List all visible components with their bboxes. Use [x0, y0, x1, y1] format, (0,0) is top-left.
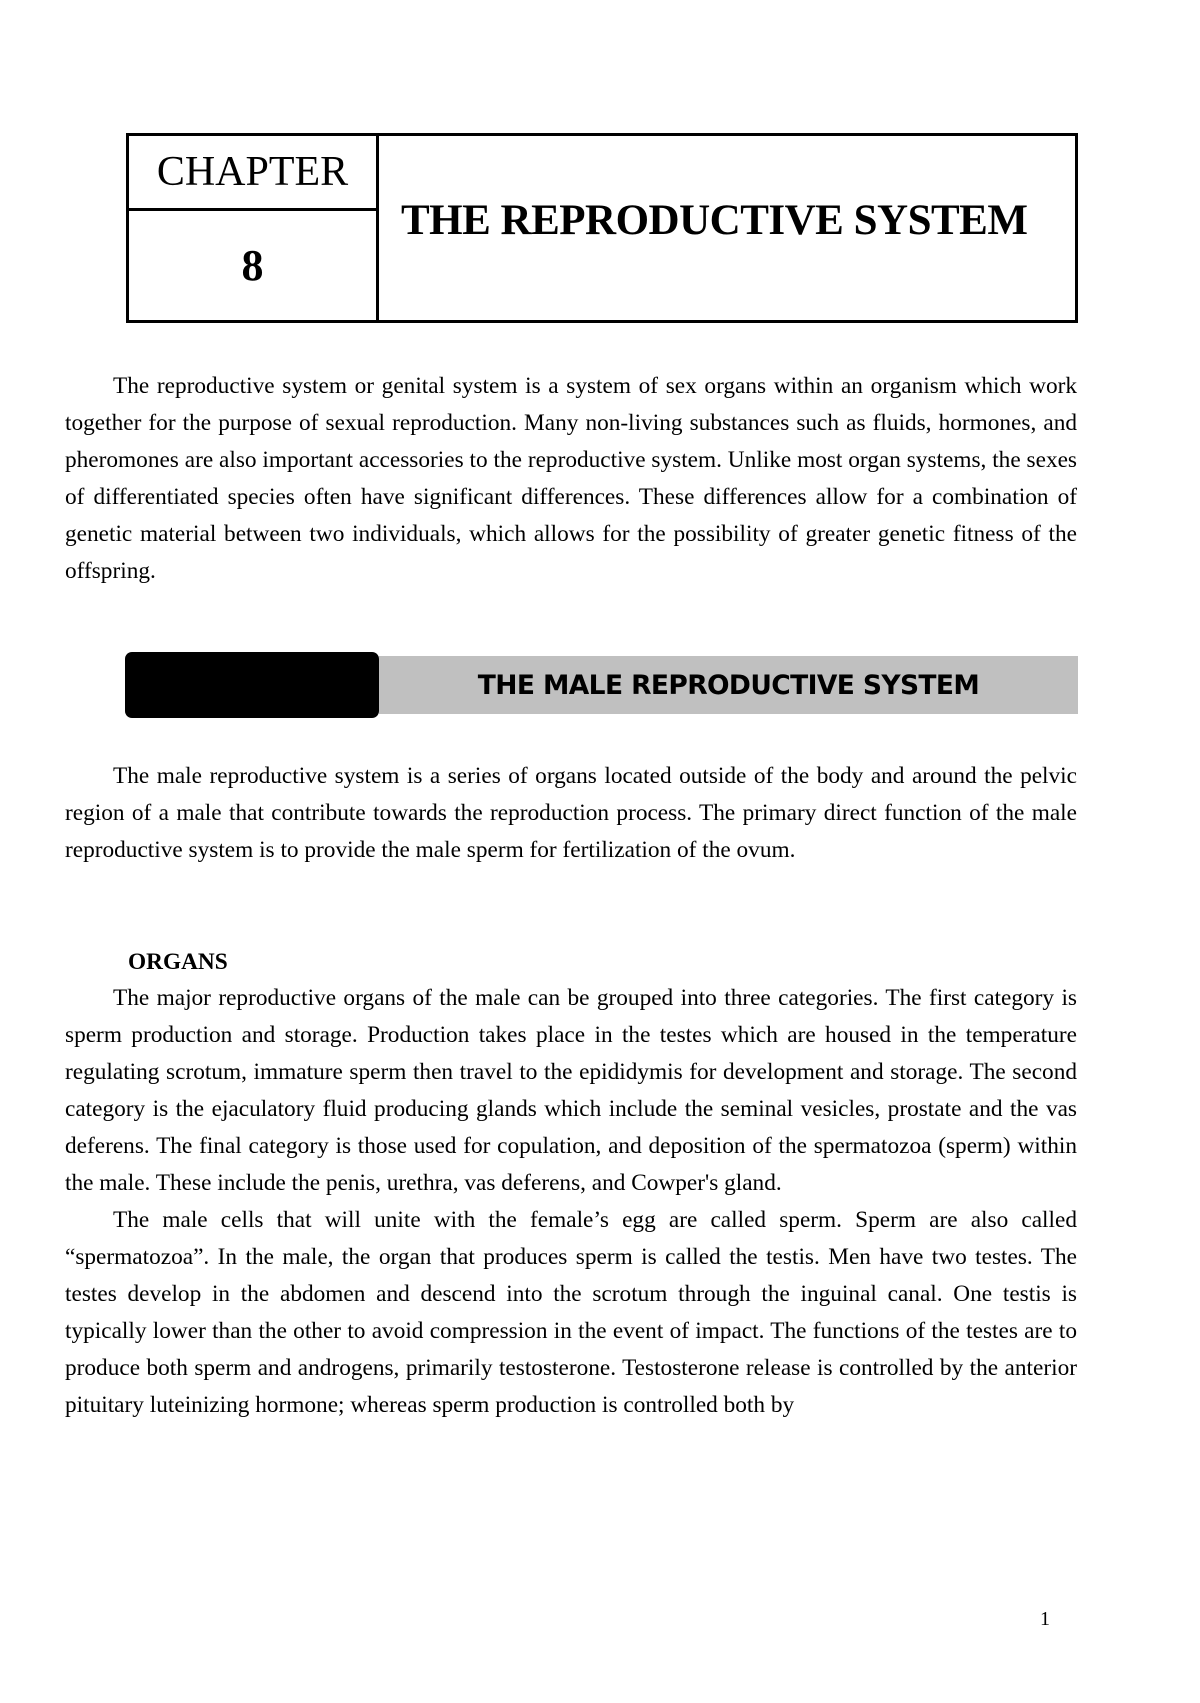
chapter-label-column: [129, 136, 379, 320]
chapter-title: THE REPRODUCTIVE SYSTEM: [401, 196, 1028, 244]
sperm-paragraph: The male cells that will unite with the female’s egg are called sperm. Sperm are also called “spermatozoa”. In the male, the organ that produces sperm is called the testis. Men have two testes. The testes develop in the abdomen and descend into the scrotum through the inguinal canal. One testis is typically lower than the other to avoid compression in the event of impact. The functions of the testes are to produce both sperm and androgens, primarily testosterone. Testosterone release is controlled by the anterior pituitary luteinizing hormone; whereas sperm production is controlled both by: [65, 1207, 1077, 1418]
chapter-header: [126, 133, 1078, 323]
banner-title: THE MALE REPRODUCTIVE SYSTEM: [379, 656, 1078, 714]
banner-black-block: [125, 652, 379, 718]
male-system-paragraph: The male reproductive system is a series of organs located outside of the body and around the pelvic region of a male that contribute towards the reproduction process. The primary direct function of the male reproductive system is to provide the male sperm for fertilization of the ovum.: [65, 763, 1077, 863]
intro-paragraph: The reproductive system or genital system is a system of sex organs within an organism which work together for the purpose of sexual reproduction. Many non-living substances such as fluids, hormones, and pheromones are also important accessories to the reproductive system. Unlike most organ systems, the sexes of differentiated species often have significant differences. These differences allow for a combination of genetic material between two individuals, which allows for the possibility of greater genetic fitness of the offspring.: [65, 373, 1077, 584]
chapter-label: CHAPTER: [129, 136, 376, 211]
organs-heading: ORGANS: [128, 949, 228, 975]
page-number: 1: [1040, 1608, 1050, 1630]
organs-body: [65, 980, 1077, 1424]
organs-paragraph: The major reproductive organs of the male can be grouped into three categories. The first category is sperm production and storage. Production takes place in the testes which are housed in the temperature regulating scrotum, immature sperm then travel to the epididymis for development and storage. The second category is the ejaculatory fluid producing glands which include the seminal vesicles, prostate and the vas deferens. The final category is those used for copulation, and deposition of the spermatozoa (sperm) within the male. These include the penis, urethra, vas deferens, and Cowper's gland.: [65, 985, 1077, 1196]
section-banner: [125, 652, 1078, 718]
chapter-number: 8: [241, 241, 264, 290]
